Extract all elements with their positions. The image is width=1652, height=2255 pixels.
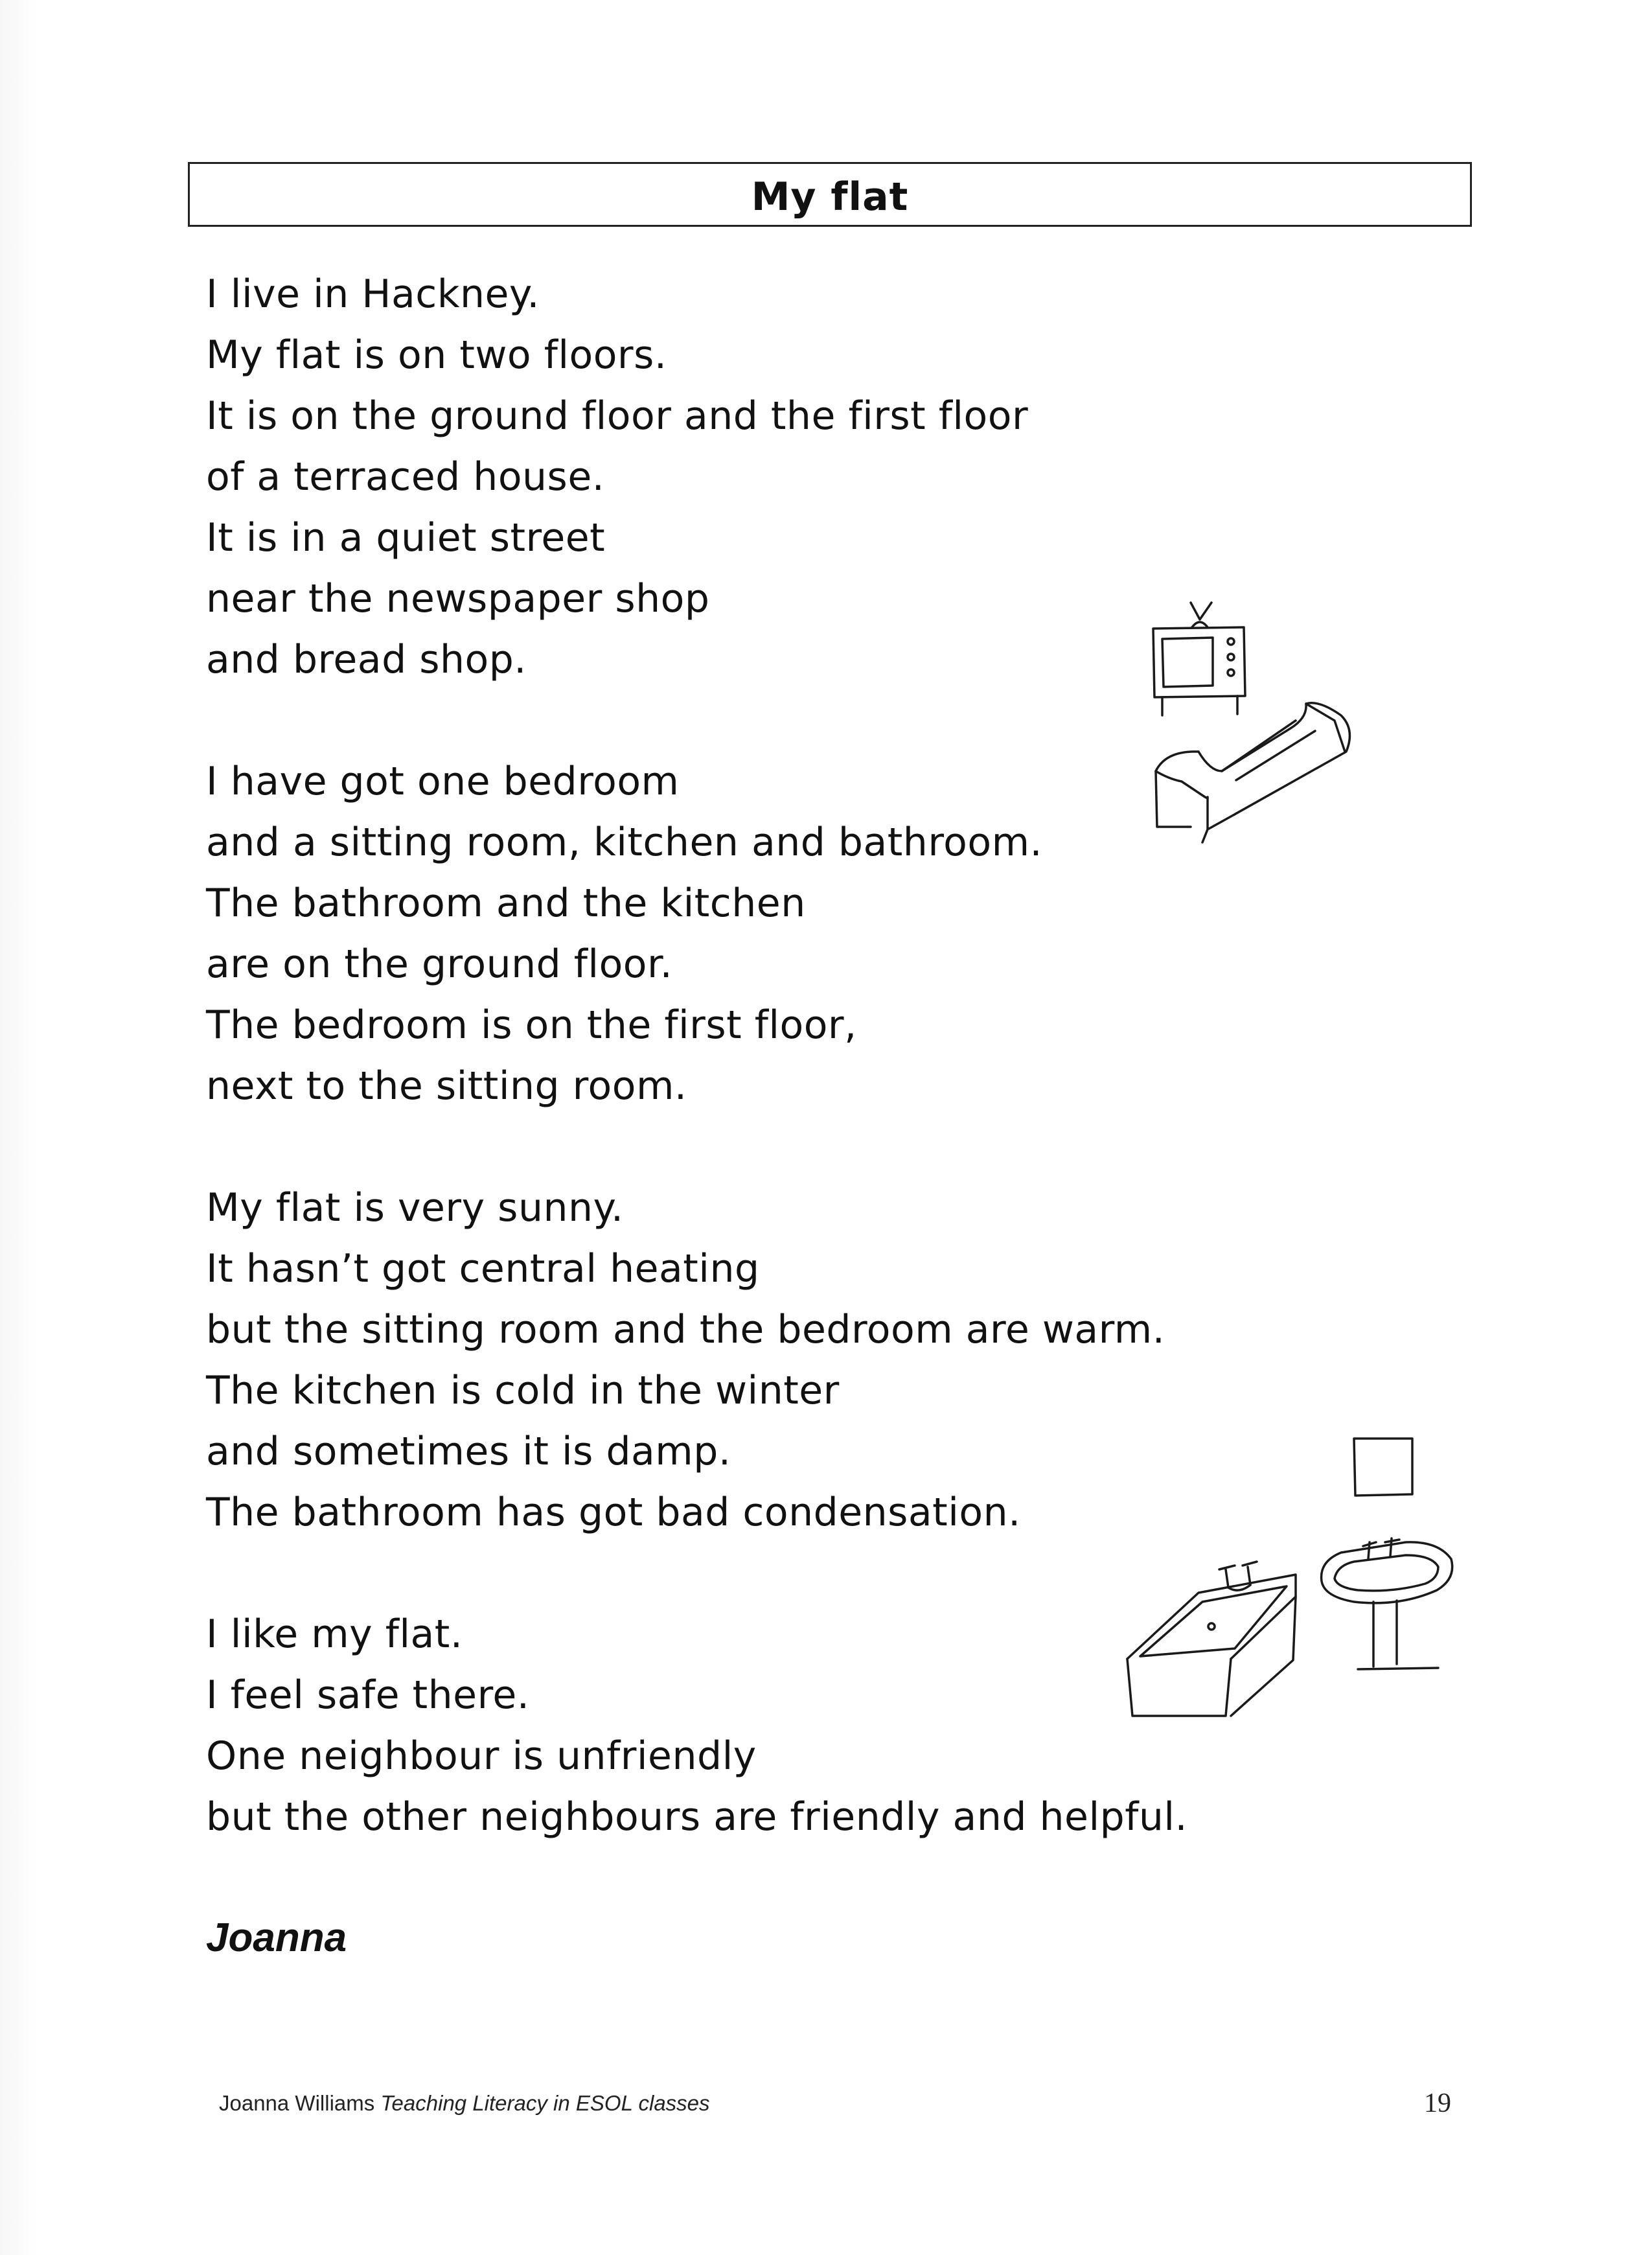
poem-line: I like my flat. <box>206 1612 463 1657</box>
citation-book-title: Teaching Literacy in ESOL classes <box>380 2091 710 2115</box>
citation-author: Joanna Williams <box>219 2091 375 2115</box>
poem-line: It hasn’t got central heating <box>206 1246 760 1291</box>
scan-edge-shadow <box>0 0 39 2255</box>
poem-line: but the other neighbours are friendly and helpful. <box>206 1794 1188 1840</box>
poem-line: I feel safe there. <box>206 1672 530 1718</box>
poem-line: and sometimes it is damp. <box>206 1429 731 1474</box>
poem-line: but the sitting room and the bedroom are warm. <box>206 1307 1165 1352</box>
tv-and-sofa-icon <box>1140 577 1399 862</box>
author-signature: Joanna <box>206 1915 347 1960</box>
poem-line: My flat is very sunny. <box>206 1185 624 1231</box>
poem-line: near the newspaper shop <box>206 576 710 621</box>
poem-line: My flat is on two floors. <box>206 332 667 378</box>
poem-line: and a sitting room, kitchen and bathroom. <box>206 820 1043 865</box>
poem-line: and bread shop. <box>206 637 527 682</box>
poem-line: The bedroom is on the first floor, <box>206 1002 857 1048</box>
poem-line: of a terraced house. <box>206 454 605 500</box>
poem-line: It is in a quiet street <box>206 515 606 561</box>
poem-line: next to the sitting room. <box>206 1063 687 1109</box>
page-number: 19 <box>1424 2088 1451 2118</box>
poem-line: One neighbour is unfriendly <box>206 1733 757 1779</box>
poem-line: The bathroom and the kitchen <box>206 881 806 926</box>
poem-line: It is on the ground floor and the first floor <box>206 393 1029 439</box>
title-box <box>188 162 1472 227</box>
poem-line: I have got one bedroom <box>206 759 680 804</box>
poem-line: The bathroom has got bad condensation. <box>206 1490 1021 1535</box>
footer-citation <box>219 2091 710 2116</box>
poem-line: I live in Hackney. <box>206 272 540 317</box>
poem-line: are on the ground floor. <box>206 942 673 987</box>
poem-line: The kitchen is cold in the winter <box>206 1368 840 1413</box>
bath-and-sink-icon <box>1101 1432 1464 1717</box>
page-title: My flat <box>751 174 909 220</box>
